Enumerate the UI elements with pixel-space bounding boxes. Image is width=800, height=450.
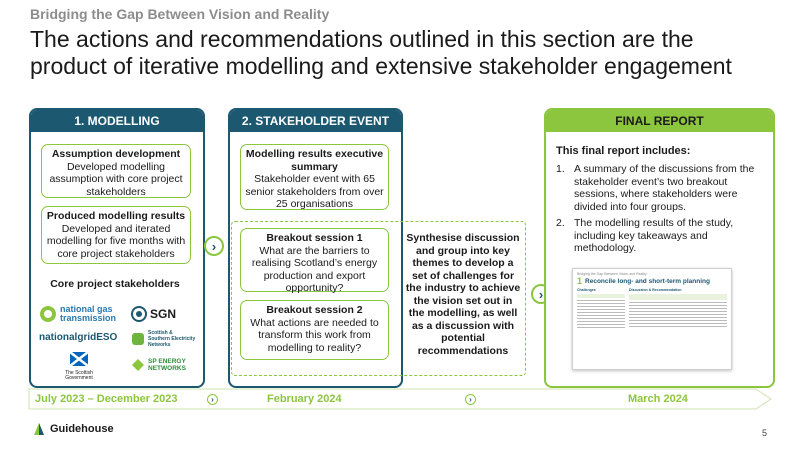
sgn-icon bbox=[131, 306, 147, 322]
results-card-body: Developed and iterated modelling for five months with core project stakeholders bbox=[46, 222, 186, 260]
executive-summary-title: Modelling results executive summary bbox=[245, 148, 384, 173]
timeline-label-modelling: July 2023 – December 2023 bbox=[35, 393, 178, 405]
results-card-title: Produced modelling results bbox=[46, 210, 186, 222]
assumption-card bbox=[41, 144, 191, 198]
chevron-right-icon: › bbox=[465, 394, 476, 405]
assumption-card-body: Developed modelling assumption with core project stakeholders bbox=[49, 160, 183, 198]
timeline-label-event: February 2024 bbox=[267, 393, 342, 405]
national-gas-icon bbox=[39, 305, 57, 323]
logo-scottish-government: The Scottish Government bbox=[59, 352, 99, 382]
breakout-1-title: Breakout session 1 bbox=[266, 232, 363, 244]
report-thumbnail: Bridging the Gap Between Vision and Reality 1 Reconcile long- and short-term planning Challenges Discussion & Recommendation bbox=[572, 268, 732, 370]
guidehouse-icon bbox=[32, 422, 46, 436]
breakout-1-body: What are the barriers to realising Scotland’s energy production and export opportunity? bbox=[251, 244, 378, 294]
executive-summary-body: Stakeholder event with 65 senior stakeholders from over 25 organisations bbox=[245, 173, 384, 210]
breakout-2-title: Breakout session 2 bbox=[266, 304, 363, 316]
chevron-right-icon: › bbox=[204, 236, 224, 256]
final-report-column bbox=[544, 108, 775, 388]
breakout-2-body: What actions are needed to transform this work from modelling to reality? bbox=[250, 316, 379, 354]
sse-icon bbox=[131, 332, 145, 346]
executive-summary-card bbox=[240, 144, 389, 210]
assumption-card-title: Assumption development bbox=[51, 148, 181, 160]
logo-sp-energy: SP ENERGY NETWORKS bbox=[131, 354, 199, 376]
page-title: The actions and recommendations outlined in this section are the product of iterative modelling and extensive stakeholder engagement bbox=[30, 26, 732, 79]
final-report-header: FINAL REPORT bbox=[546, 110, 773, 132]
page-number: 5 bbox=[762, 428, 768, 438]
final-report-intro: This final report includes: bbox=[556, 145, 691, 157]
modelling-header: 1. MODELLING bbox=[31, 110, 203, 132]
stakeholders-title: Core project stakeholders bbox=[50, 278, 180, 290]
saltire-icon bbox=[70, 352, 88, 366]
synthesis-text: Synthesise discussion and group into key themes to develop a set of challenges for the industry to achieve the vision set out in the modelling, as well as a discussion with potential recommendations bbox=[405, 232, 521, 357]
page-kicker: Bridging the Gap Between Vision and Reality bbox=[30, 6, 330, 22]
results-card bbox=[41, 206, 191, 264]
logo-sgn: SGN bbox=[131, 304, 191, 324]
chevron-right-icon: › bbox=[531, 284, 551, 304]
logo-sse: Scottish & Southern Electricity Networks bbox=[131, 328, 197, 350]
modelling-column bbox=[29, 108, 205, 388]
stakeholder-event-header: 2. STAKEHOLDER EVENT bbox=[230, 110, 401, 132]
timeline-label-report: March 2024 bbox=[628, 393, 688, 405]
chevron-right-icon: › bbox=[207, 394, 218, 405]
final-report-item: 2. The modelling results of the study, including key takeaways and methodology. bbox=[556, 217, 734, 254]
logo-national-grid-eso: nationalgridESO bbox=[39, 332, 118, 343]
logo-national-gas: national gas transmission bbox=[39, 302, 119, 326]
final-report-item: 1. A summary of the discussions from the stakeholder event’s two breakout sessions, where stakeholders were divided into four groups. bbox=[556, 163, 755, 213]
sp-energy-icon bbox=[131, 358, 145, 372]
footer-logo: Guidehouse bbox=[32, 422, 114, 436]
